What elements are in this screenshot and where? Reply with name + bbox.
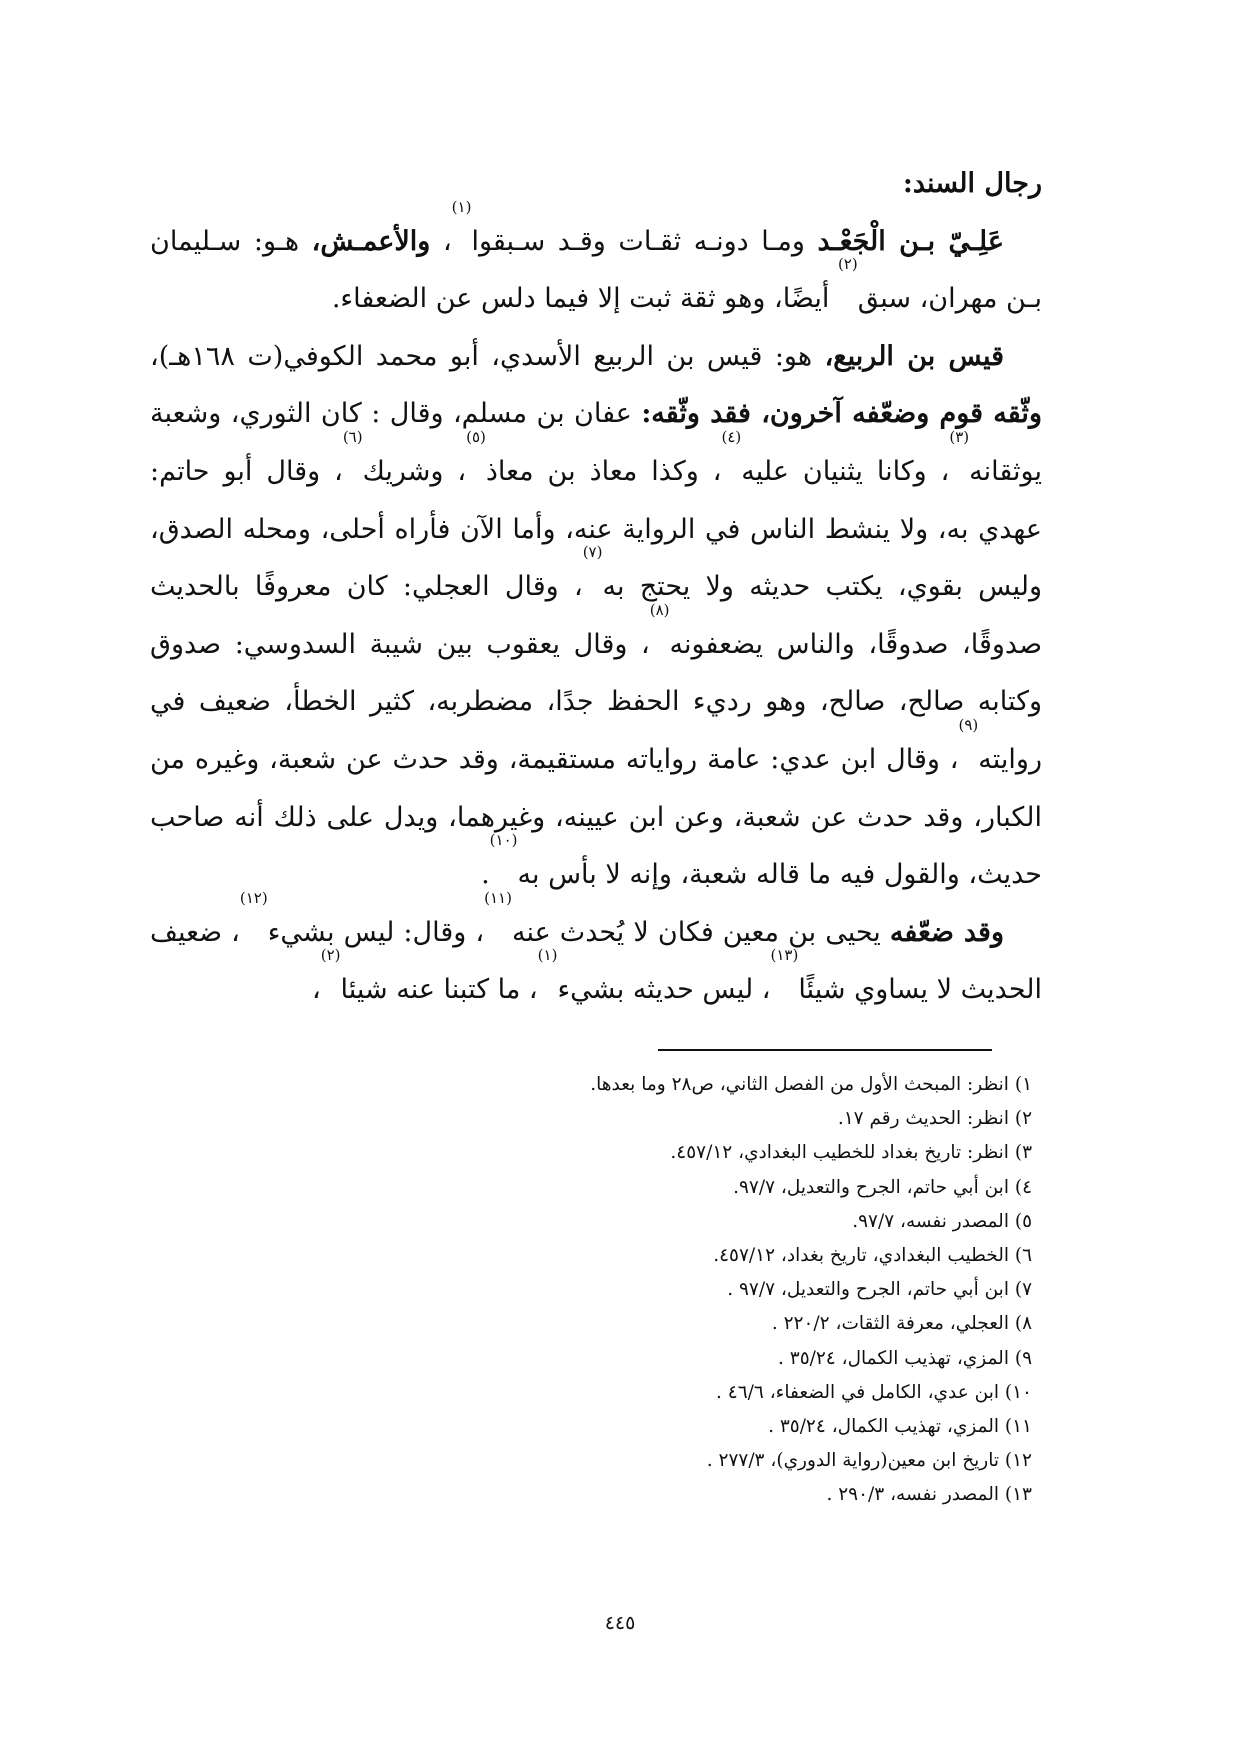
text-run: ، (312, 974, 321, 1006)
footnote-6: ٦) الخطيب البغدادي، تاريخ بغداد، ٤٥٧/١٢. (713, 1245, 1032, 1267)
footnotes (332, 1068, 1032, 1513)
footnote-separator (658, 1049, 992, 1051)
text-run: أيضًا، وهو ثقة ثبت إلا فيما دلس عن الضعفاء. (331, 283, 838, 315)
footnote-ref: (٧) (582, 543, 603, 562)
text-run: هـو: سـليمان بـن مهران، سبق (150, 225, 1042, 315)
text-run: ، وقال يعقوب بين شيبة السدوسي: صدوق وكتابه صالح، صالح، وهو رديء الحفظ جدًا، مضطربه، كثير الخطأ، ضعيف في روايته (150, 628, 1042, 775)
paragraph-qais-ibn-alrabi (150, 328, 1042, 904)
footnote-ref: (١٠) (489, 831, 518, 850)
page-number: ٤٤٥ (604, 1612, 636, 1634)
footnote-ref: (١١) (484, 888, 512, 907)
footnote-3: ٣) انظر: تاريخ بغداد للخطيب البغدادي، ٤٥٧/١٢. (670, 1142, 1032, 1164)
text-run: ، وقال أبو حاتم: عهدي به، ولا ينشط الناس في الرواية عنه، وأما الآن فأراه أحلى، ومحله الصدق، وليس بقوي، يكتب حديثه ولا يحتج به (150, 455, 1042, 603)
text-run: ، (430, 225, 452, 257)
footnote-4: ٤) ابن أبي حاتم، الجرح والتعديل، ٩٧/٧. (733, 1176, 1032, 1198)
footnote-ref: (٥) (466, 427, 486, 446)
bold-term: والأعمـش، (311, 225, 431, 257)
footnote-8: ٨) العجلي، معرفة الثقات، ٢٢٠/٢ . (771, 1313, 1032, 1335)
text-run: عفان بن مسلم، وقال : كان الثوري، وشعبة يوثقانه (150, 398, 1042, 487)
footnote-9: ٩) المزي، تهذيب الكمال، ٣٥/٢٤ . (778, 1347, 1032, 1369)
text-run: ، ما كتبنا عنه شيئا (340, 974, 538, 1006)
footnote-ref: (٢) (320, 946, 341, 965)
footnote-ref: (١٢) (239, 888, 268, 907)
text-run: ، ليس حديثه بشيء (557, 974, 771, 1006)
footnote-2: ٢) انظر: الحديث رقم ١٧. (837, 1108, 1032, 1130)
text-run: ومـا دونـه ثقـات وقـد سـبقوا (471, 225, 818, 257)
footnote-ref: (١) (451, 197, 472, 216)
text-run: يحيى بن معين فكان لا يُحدث عنه (511, 916, 890, 948)
footnote-ref: (٤) (721, 427, 742, 446)
text-run: ، وقال: ليس بشيء (267, 916, 485, 948)
footnote-7: ٧) ابن أبي حاتم، الجرح والتعديل، ٩٧/٧ . (727, 1279, 1032, 1301)
bold-term: عَلِـيّ بـن الْجَعْـد (817, 225, 1004, 257)
footnote-ref: (١٣) (770, 946, 799, 965)
footnote-11: ١١) المزي، تهذيب الكمال، ٣٥/٢٤ . (768, 1416, 1032, 1438)
text-run: ، وقال العجلي: كان معروفًا بالحديث صدوقًا، صدوقًا، والناس يضعفونه (150, 571, 1042, 660)
text-run: ، وقال ابن عدي: عامة رواياته مستقيمة، وقد حدث عن شعبة، وغيره من الكبار، وقد حدث عن شعبة، وعن ابن عيينه، وغيرهما، ويدل على ذلك أنه صاحب حديث، والقول فيه ما قاله شعبة، وإنه لا بأس به (150, 743, 1042, 891)
footnote-ref: (٣) (949, 427, 970, 446)
footnote-ref: (٨) (649, 600, 670, 619)
footnote-ref: (١) (537, 946, 558, 965)
section-heading: رجال السند: (902, 168, 1042, 199)
bold-term: قيس بن الربيع، (824, 340, 1005, 372)
text-run: هو: قيس بن الربيع الأسدي، أبو محمد الكوفي(ت ١٦٨هـ)، (150, 340, 825, 372)
footnote-1: ١) انظر: المبحث الأول من الفصل الثاني، ص٢٨ وما بعدها. (590, 1074, 1032, 1095)
footnote-5: ٥) المصدر نفسه، ٩٧/٧. (852, 1210, 1032, 1232)
text-run: ، وشريك (362, 455, 467, 487)
bold-term: وثّقه قوم وضعّفه آخرون، فقد وثّقه: (641, 398, 1042, 430)
text-run: ، ضعيف الحديث لا يساوي شيئًا (150, 916, 1042, 1006)
bold-term: وقد ضعّفه (889, 916, 1004, 948)
text-run: ، وكانا يثنيان عليه (741, 455, 950, 487)
paragraph-ali-ibn-aljaad (150, 197, 1042, 328)
paragraph-yahya-ibn-maeen (150, 888, 1042, 1019)
footnote-10: ١٠) ابن عدي، الكامل في الضعفاء، ٤٦/٦ . (716, 1381, 1032, 1403)
footnote-ref: (٩) (958, 715, 979, 734)
footnote-ref: (٦) (342, 427, 363, 446)
footnote-ref: (٢) (837, 255, 858, 274)
text-run: ، وكذا معاذ بن معاذ (485, 455, 722, 487)
footnote-12: ١٢) تاريخ ابن معين(رواية الدوري)، ٢٧٧/٣ . (706, 1450, 1032, 1472)
text-run: . (481, 859, 490, 891)
main-text (150, 155, 1042, 1019)
footnote-13: ١٣) المصدر نفسه، ٢٩٠/٣ . (826, 1484, 1032, 1506)
